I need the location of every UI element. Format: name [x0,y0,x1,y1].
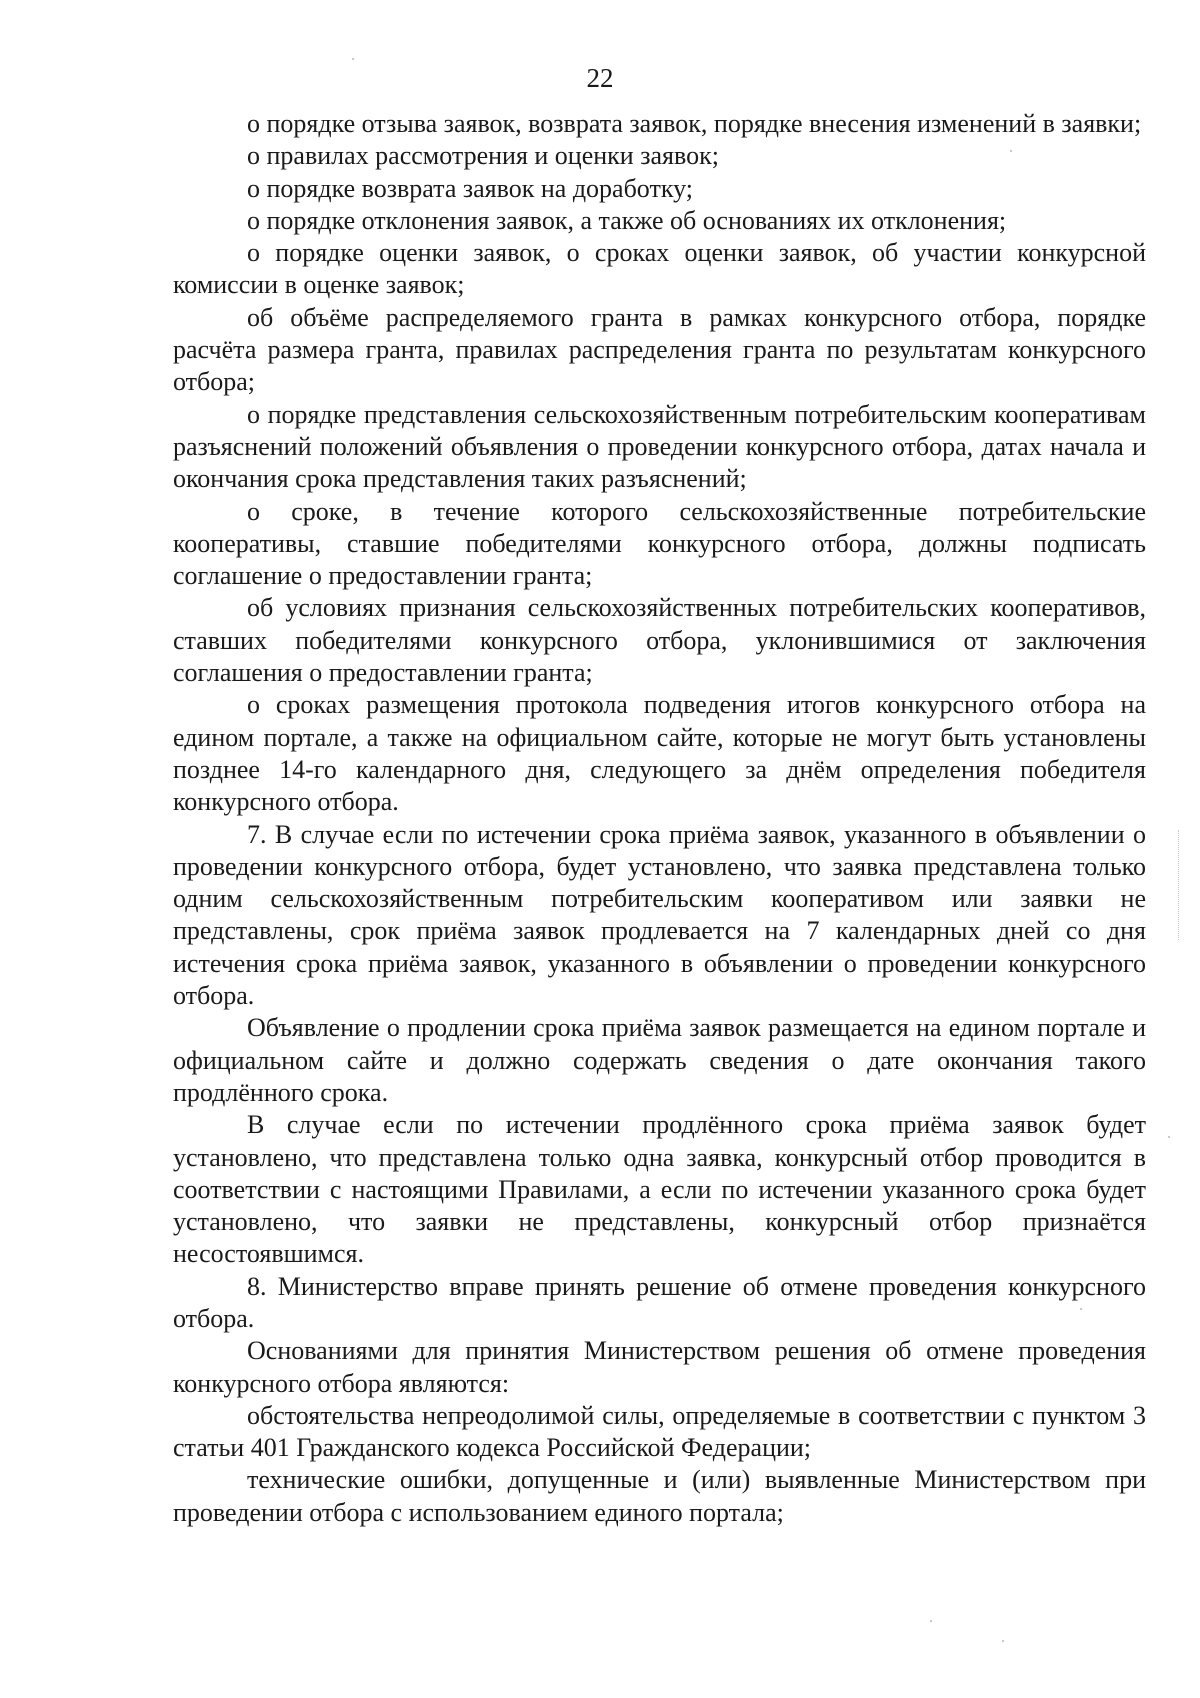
scan-speck [930,1620,932,1622]
paragraph-evaluation-procedure: о порядке оценки заявок, о сроках оценки заявок, об участии конкурсной комиссии в оценке заявок; [173,238,1146,300]
scan-speck [1010,150,1012,152]
paragraph-signing-deadline: о сроке, в течение которого сельскохозяйственные потребительские кооперативы, ставшие победителями конкурсного отбора, должны подписать соглашение о предоставлении гранта; [173,496,1146,591]
paragraph-single-application: В случае если по истечении продлённого срока приёма заявок будет установлено, что представлена только одна заявка, конкурсный отбор проводится в соответствии с настоящими Правилами, а если по истечении указанного срока будет установлено, что заявки не представлены, конкурсный отбор признаётся несостоявшимся. [173,1110,1146,1269]
paragraph-evasion-conditions: об условиях признания сельскохозяйственных потребительских кооперативов, ставших победителями конкурсного отбора, уклонившимися от заключения соглашения о предоставлении гранта; [173,593,1146,688]
paragraph-cancellation-grounds: Основаниями для принятия Министерством решения об отмене проведения конкурсного отбора являются: [173,1336,1146,1398]
paragraph-clause-7: 7. В случае если по истечении срока приёма заявок, указанного в объявлении о проведении конкурсного отбора, будет установлено, что заявка представлена только одним сельскохозяйственным потребительским кооперативом или заявки не представлены, срок приёма заявок продлевается на 7 календарных дней со дня истечения срока приёма заявок, указанного в объявлении о проведении конкурсного отбора. [173,819,1146,1011]
paragraph-rejection-procedure: о порядке отклонения заявок, а также об основаниях их отклонения; [247,205,1007,235]
paragraph-extension-notice: Объявление о продлении срока приёма заявок размещается на едином портале и официальном сайте и должно содержать сведения о дате окончания такого продлённого срока. [173,1013,1146,1107]
paragraph-grant-volume: об объёме распределяемого гранта в рамках конкурсного отбора, порядке расчёта размера гранта, правилах распределения гранта по результатам конкурсного отбора; [173,302,1146,397]
scan-speck [352,58,354,60]
paragraph-protocol-publication: о сроках размещения протокола подведения итогов конкурсного отбора на едином портале, а также на официальном сайте, которые не могут быть установлены позднее 14-го календарного дня, следующего за днём определения победителя конкурсного отбора. [173,690,1146,817]
paragraph-clause-8: 8. Министерство вправе принять решение об отмене проведения конкурсного отбора. [173,1271,1146,1333]
scan-speck [1002,1640,1004,1642]
paragraph-technical-errors: технические ошибки, допущенные и (или) выявленные Министерством при проведении отбора с использованием единого портала; [173,1465,1146,1527]
scan-speck [1080,1308,1082,1310]
document-body [173,108,1146,1529]
paragraph-clarifications: о порядке представления сельскохозяйственным потребительским кооперативам разъяснений положений объявления о проведении конкурсного отбора, датах начала и окончания срока представления таких разъяснений; [173,399,1146,494]
paragraph-return-for-revision: о порядке возврата заявок на доработку; [247,173,693,203]
scan-margin-mark [1178,830,1180,940]
scan-speck [1168,1136,1170,1138]
page-number: 22 [586,63,614,93]
paragraph-review-rules: о правилах рассмотрения и оценки заявок; [247,141,719,171]
paragraph-force-majeure: обстоятельства непреодолимой силы, определяемые в соответствии с пунктом 3 статьи 401 Гражданского кодекса Российской Федерации; [173,1400,1146,1463]
paragraph-withdrawal-procedure: о порядке отзыва заявок, возврата заявок, порядке внесения изменений в заявки; [247,109,1142,138]
